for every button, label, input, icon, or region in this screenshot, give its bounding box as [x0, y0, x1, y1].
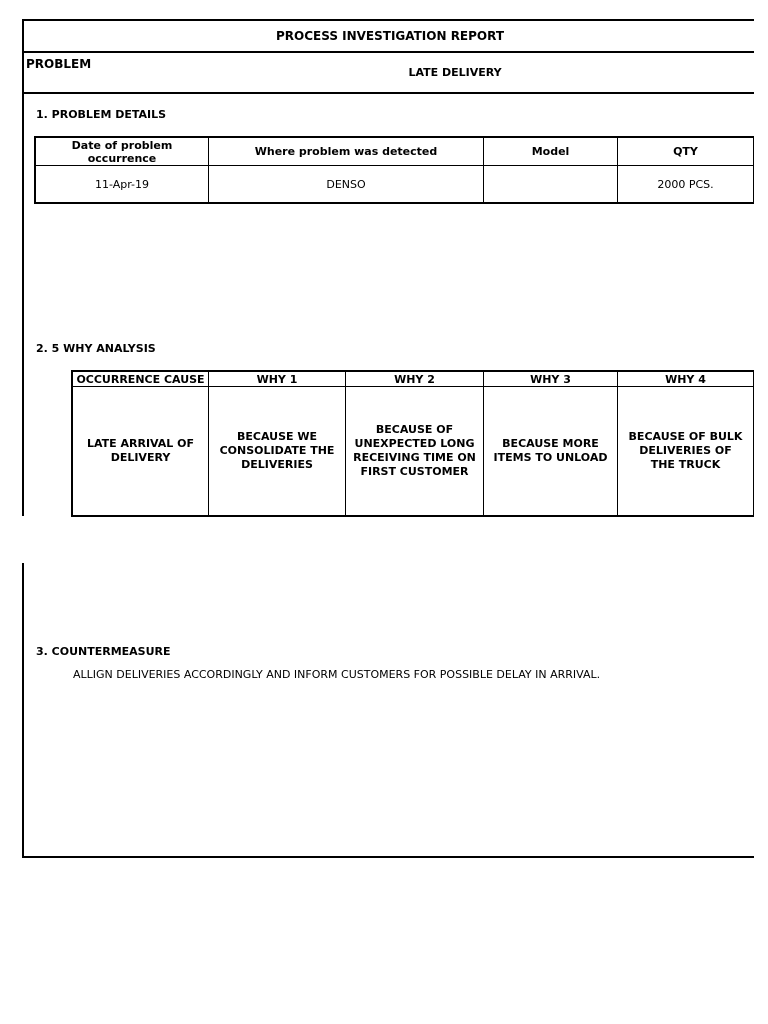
table-header-row	[72, 371, 754, 387]
column-header: QTY	[618, 137, 754, 166]
column-header: WHY 1	[209, 371, 346, 387]
table-cell: BECAUSE OF BULK DELIVERIES OF THE TRUCK	[618, 387, 754, 517]
section2-heading: 2. 5 WHY ANALYSIS	[36, 342, 156, 355]
column-header: WHY 4	[618, 371, 754, 387]
table-cell	[484, 166, 618, 204]
problem-details-table	[34, 136, 754, 204]
table-header-row	[35, 137, 754, 166]
table-cell: BECAUSE WE CONSOLIDATE THE DELIVERIES	[209, 387, 346, 517]
table-cell: 11-Apr-19	[35, 166, 209, 204]
table-cell: 2000 PCS.	[618, 166, 754, 204]
title-bottom-border	[22, 51, 754, 53]
table-row	[35, 166, 754, 204]
table-cell: BECAUSE OF UNEXPECTED LONG RECEIVING TIME ON FIRST CUSTOMER	[346, 387, 484, 517]
column-header: OCCURRENCE CAUSE	[72, 371, 209, 387]
table-cell: LATE ARRIVAL OF DELIVERY	[72, 387, 209, 517]
problem-value: LATE DELIVERY	[408, 66, 502, 79]
problem-bottom-border	[22, 92, 754, 94]
bottom-border	[22, 856, 754, 858]
table-row	[72, 387, 754, 517]
column-header: Date of problem occurrence	[35, 137, 209, 166]
report-title: PROCESS INVESTIGATION REPORT	[275, 29, 505, 43]
section3-heading: 3. COUNTERMEASURE	[36, 645, 171, 658]
top-border	[22, 19, 754, 21]
column-header: WHY 2	[346, 371, 484, 387]
problem-label: PROBLEM	[26, 57, 92, 71]
table-cell: BECAUSE MORE ITEMS TO UNLOAD	[484, 387, 618, 517]
column-header: Model	[484, 137, 618, 166]
countermeasure-text: ALLIGN DELIVERIES ACCORDINGLY AND INFORM CUSTOMERS FOR POSSIBLE DELAY IN ARRIVAL.	[73, 668, 601, 681]
table-cell: DENSO	[209, 166, 484, 204]
left-border-lower	[22, 563, 24, 858]
why-analysis-table	[71, 370, 754, 517]
column-header: Where problem was detected	[209, 137, 484, 166]
column-header: WHY 3	[484, 371, 618, 387]
section1-heading: 1. PROBLEM DETAILS	[36, 108, 167, 121]
